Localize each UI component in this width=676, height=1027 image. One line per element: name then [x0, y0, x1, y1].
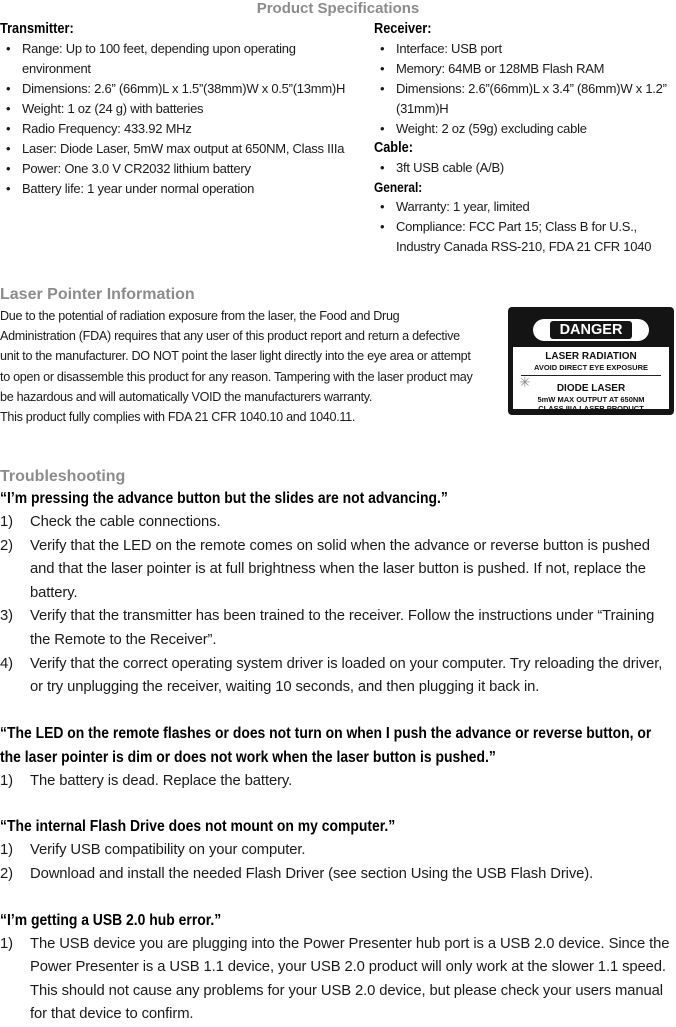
step-text: Check the cable connections. — [30, 514, 221, 530]
step-item: 1) The battery is dead. Replace the battery. — [0, 772, 293, 789]
spec-item: • Weight: 2 oz (59g) excluding cable — [374, 119, 674, 139]
transmitter-heading: Transmitter: — [0, 21, 74, 37]
step-text: Verify that the transmitter has been trained to the receiver. Follow the instructions under “Training the Remote to the Receiver”. — [30, 608, 655, 648]
danger-word: DANGER — [550, 321, 633, 339]
step-text: The battery is dead. Replace the battery. — [30, 772, 293, 789]
transmitter-list — [0, 39, 360, 199]
label-line: DIODE LASER — [556, 383, 626, 394]
laser-warning-paragraph: Due to the potential of radiation exposure from the laser, the Food and Drug Administration (FDA) requires that any user of this product report and return a defective unit to the manufacturer. DO NOT point the laser light directly into the eye area or attempt to open or disassemble this product for any reason. Tampering with the laser product may be hazardous and will automatically VOID the manufacturers warranty. — [0, 309, 473, 404]
issue-question: “I’m getting a USB 2.0 hub error.” — [0, 911, 222, 929]
step-text: Verify that the correct operating system driver is loaded on your computer. Try reloading the driver, or try unplugging the receiver, waiting 10 seconds, and then plugging it back in. — [30, 655, 663, 696]
troubleshooting-list — [0, 487, 676, 1027]
step-item: 1) Check the cable connections. — [0, 514, 221, 530]
issue-steps — [0, 839, 676, 886]
cable-list — [374, 158, 674, 178]
step-item: 1) Verify USB compatibility on your computer. — [0, 842, 306, 859]
spec-item: • Dimensions: 2.6”(66mm)L x 3.4” (86mm)W x 1.2” (31mm)H — [374, 79, 674, 119]
spec-item: • Radio Frequency: 433.92 MHz — [0, 119, 360, 139]
spec-item: • Battery life: 1 year under normal operation — [0, 179, 360, 199]
step-item: 2) Download and install the needed Flash Driver (see section Using the USB Flash Drive). — [0, 865, 594, 882]
general-heading: General: — [374, 180, 423, 195]
laser-compliance-text: This product fully complies with FDA 21 CFR 1040.10 and 1040.11. — [0, 410, 356, 425]
step-item: 4) Verify that the correct operating system driver is loaded on your computer. Try reloading the driver, or try unplugging the receiver, waiting 10 seconds, and then plugging it back in. — [0, 655, 663, 696]
laser-starburst-icon: ✳ — [519, 374, 531, 390]
spec-item: • Memory: 64MB or 128MB Flash RAM — [374, 59, 674, 79]
spec-item: • Compliance: FCC Part 15; Class B for U.S., Industry Canada RSS-210, FDA 21 CFR 1040 — [374, 217, 674, 257]
receiver-list — [374, 39, 674, 139]
transmitter-specs — [0, 20, 360, 199]
laser-body — [0, 306, 476, 427]
page-title: Product Specifications — [256, 0, 420, 17]
danger-banner — [513, 313, 669, 347]
cable-heading: Cable: — [374, 140, 414, 156]
issue-question: “The internal Flash Drive does not mount on my computer.” — [0, 818, 396, 836]
receiver-specs — [374, 20, 674, 257]
issue-question-line: the laser pointer is dim or does not work when the laser button is pushed.” — [0, 748, 496, 766]
danger-laser-label — [508, 307, 674, 415]
spec-item: • Range: Up to 100 feet, depending upon operating environment — [0, 39, 360, 79]
spec-item: • 3ft USB cable (A/B) — [374, 158, 674, 178]
spec-item: • Weight: 1 oz (24 g) with batteries — [0, 99, 360, 119]
step-text: Verify USB compatibility on your computer. — [30, 842, 306, 859]
issue-steps — [0, 770, 676, 794]
spec-item: • Warranty: 1 year, limited — [374, 197, 674, 217]
spec-item: • Dimensions: 2.6” (66mm)L x 1.5”(38mm)W x 0.5”(13mm)H — [0, 79, 360, 99]
receiver-heading: Receiver: — [374, 21, 432, 37]
spec-item: • Power: One 3.0 V CR2032 lithium battery — [0, 159, 360, 179]
laser-section-title: Laser Pointer Information — [0, 286, 195, 303]
label-divider — [521, 375, 661, 376]
troubleshooting-title: Troubleshooting — [0, 468, 126, 485]
issue-question: “I’m pressing the advance button but the slides are not advancing.” — [0, 490, 448, 507]
spec-item: • Laser: Diode Laser, 5mW max output at 650NM, Class IIIa — [0, 139, 360, 159]
issue-question-line: “The LED on the remote flashes or does not turn on when I push the advance or reverse button, or — [0, 724, 652, 742]
label-line: 5mW MAX OUTPUT AT 650NM — [537, 395, 645, 404]
issue-steps — [0, 933, 676, 1027]
label-line: AVOID DIRECT EYE EXPOSURE — [533, 363, 649, 372]
step-item: 2) Verify that the LED on the remote comes on solid when the advance or reverse button is pushed and that the laser pointer is at full brightness when the laser button is pushed. If not, replace the battery. — [0, 537, 650, 601]
step-text: Verify that the LED on the remote comes on solid when the advance or reverse button is pushed and that the laser pointer is at full brightness when the laser button is pushed. If not, replace the battery. — [30, 537, 650, 601]
step-item: 1) The USB device you are plugging into the Power Presenter hub port is a USB 2.0 device. Since the Power Presenter is a USB 1.1 device, your USB 2.0 product will only work at the slower 1.1 speed. This should not cause any problems for your USB 2.0 device, but please check your users manual for that device to confirm. — [0, 935, 670, 1023]
issue-steps — [0, 511, 676, 700]
step-text: The USB device you are plugging into the Power Presenter hub port is a USB 2.0 device. Since the Power Presenter is a USB 1.1 device, your USB 2.0 product will only work at the slower 1.1 speed. This should not cause any problems for your USB 2.0 device, but please check your users manual for that device to confirm. — [30, 935, 670, 1023]
label-line: CLASS IIIA LASER PRODUCT — [538, 404, 644, 413]
step-text: Download and install the needed Flash Driver (see section Using the USB Flash Drive). — [30, 865, 594, 882]
step-item: 3) Verify that the transmitter has been trained to the receiver. Follow the instructions under “Training the Remote to the Receiver”. — [0, 608, 655, 648]
spec-item: • Interface: USB port — [374, 39, 674, 59]
label-line: LASER RADIATION — [545, 351, 637, 362]
general-list — [374, 197, 674, 257]
